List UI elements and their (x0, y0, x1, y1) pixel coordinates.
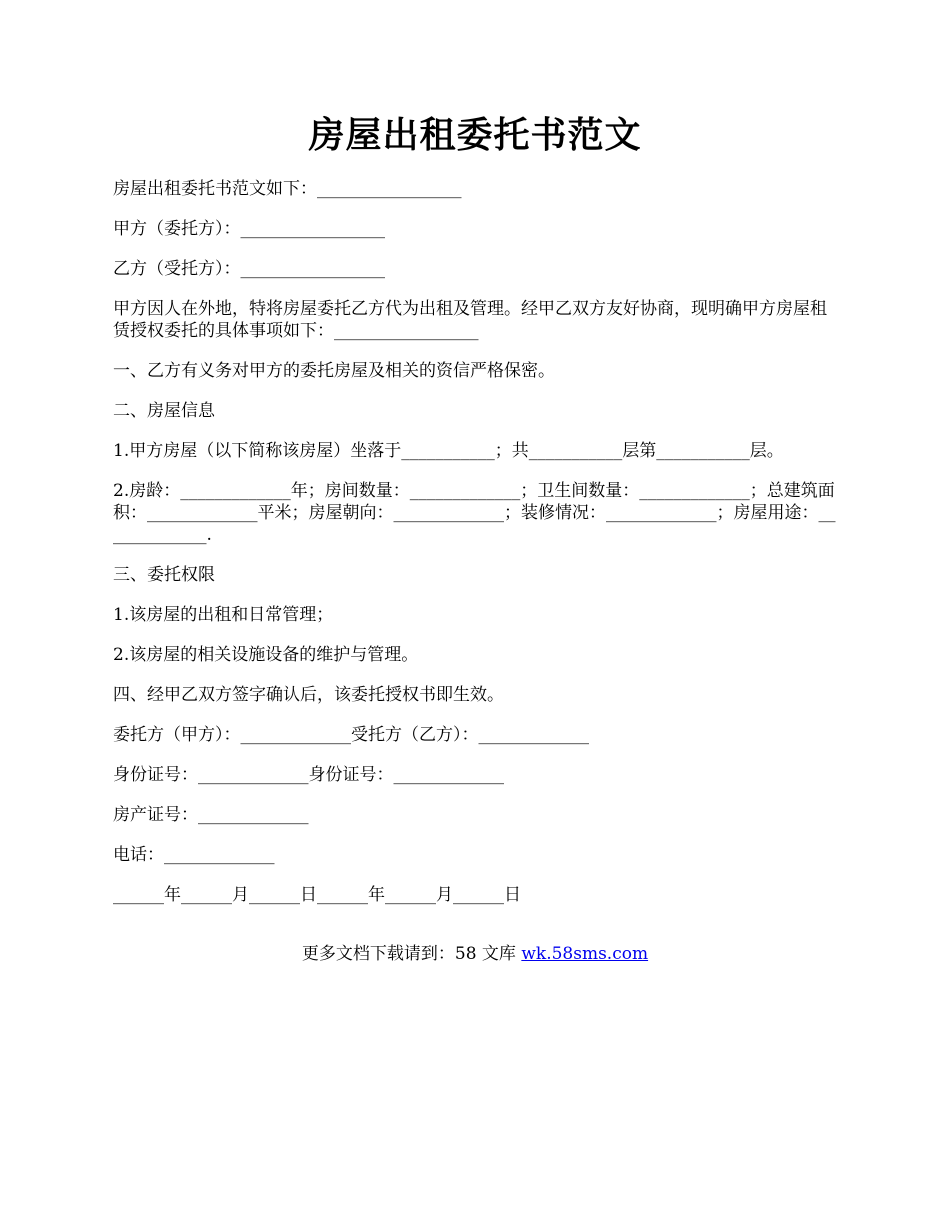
property-location-line: 1.甲方房屋（以下简称该房屋）坐落于___________；共___________层第___________层。 (113, 441, 784, 461)
footer-text: 更多文档下载请到：58 文库 (301, 944, 522, 964)
signature-line: 委托方（甲方）：_____________受托方（乙方）：_____________ (113, 725, 589, 745)
property-details-paragraph: 2.房龄：_____________年；房间数量：_____________；卫生间数量：_____________；总建筑面积：_____________平米；房屋朝向：_____________；装修情况：_____________；房屋用途：_____________. (113, 481, 836, 545)
document-body (113, 178, 841, 924)
id-number-line: 身份证号：_____________身份证号：_____________ (113, 765, 504, 785)
authority-item-1: 1.该房屋的出租和日常管理； (113, 605, 334, 625)
authority-item-2: 2.该房屋的相关设施设备的维护与管理。 (113, 645, 419, 665)
phone-line: 电话：_____________ (113, 845, 275, 865)
date-line: ______年______月______日______年______月______日 (113, 885, 521, 905)
party-b-line: 乙方（受托方）：_________________ (113, 259, 385, 279)
footer (0, 943, 950, 965)
clause-four: 四、经甲乙双方签字确认后，该委托授权书即生效。 (113, 685, 504, 705)
clause-two-heading: 二、房屋信息 (113, 401, 215, 421)
party-a-line: 甲方（委托方）：_________________ (113, 219, 385, 239)
clause-one: 一、乙方有义务对甲方的委托房屋及相关的资信严格保密。 (113, 361, 555, 381)
preamble-paragraph: 甲方因人在外地，特将房屋委托乙方代为出租及管理。经甲乙双方友好协商，现明确甲方房屋租赁授权委托的具体事项如下：_________________ (113, 299, 827, 341)
document-title: 房屋出租委托书范文 (308, 114, 642, 156)
intro-line: 房屋出租委托书范文如下：_________________ (113, 179, 462, 199)
footer-link[interactable]: wk.58sms.com (521, 944, 649, 964)
clause-three-heading: 三、委托权限 (113, 565, 215, 585)
property-cert-line: 房产证号：_____________ (113, 805, 309, 825)
